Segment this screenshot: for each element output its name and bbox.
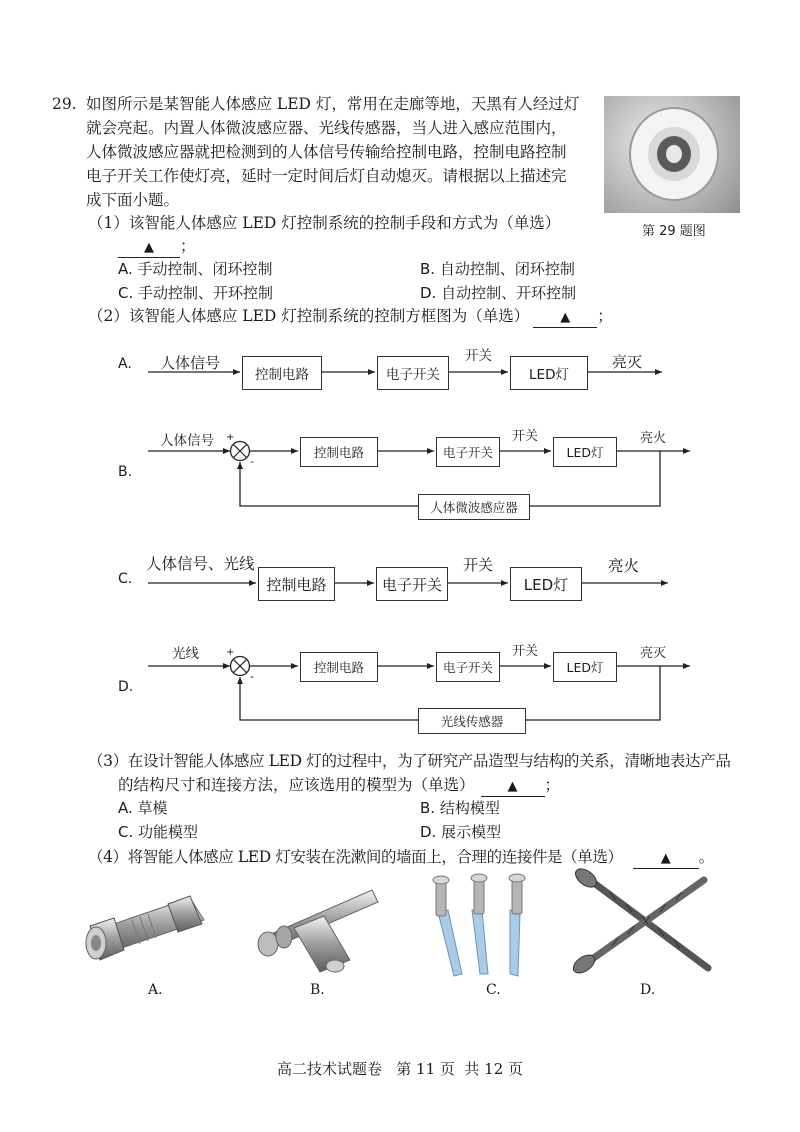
- diagram-a-letter: A.: [118, 356, 132, 372]
- fastener-b-label: B.: [310, 982, 325, 998]
- diagram-a-switch-box: 电子开关: [377, 356, 449, 390]
- figure-caption: 第 29 题图: [642, 224, 706, 239]
- diagram-d-output: 亮灭: [640, 646, 667, 661]
- diagram-b-minus: -: [250, 455, 254, 468]
- diagram-b-letter: B.: [118, 464, 133, 480]
- q3-answer-blank[interactable]: [481, 776, 545, 797]
- diagram-c-letter: C.: [118, 571, 133, 587]
- diagram-a-mid-label: 开关: [465, 348, 492, 364]
- q2-tail: ；: [597, 307, 613, 325]
- diagram-a-controller-box: 控制电路: [242, 356, 322, 390]
- q1-stem: （1）该智能人体感应 LED 灯控制系统的控制手段和方式为（单选）: [88, 214, 561, 232]
- diagram-c-switch-box: 电子开关: [376, 567, 448, 601]
- wall-plug-screw-icon: [428, 872, 552, 978]
- q3-option-b[interactable]: B. 结构模型: [420, 799, 500, 817]
- diagram-d-controller-box: 控制电路: [300, 652, 378, 682]
- diagram-a-input: 人体信号: [160, 354, 221, 372]
- diagram-c-output: 亮火: [608, 557, 640, 575]
- q4-tail: 。: [698, 848, 714, 866]
- diagram-b-led-box: LED灯: [553, 437, 617, 467]
- diagram-d-letter: D.: [118, 679, 134, 695]
- q3-tail: ；: [544, 776, 561, 794]
- fastener-c-image[interactable]: [428, 872, 552, 978]
- diagram-d-input: 光线: [172, 646, 199, 662]
- page-footer: 高二技术试题卷 第 11 页 共 12 页: [276, 1060, 524, 1078]
- stud-bolt-icon: [82, 880, 224, 978]
- diagram-c-led-box: LED灯: [510, 567, 582, 601]
- q3-option-c[interactable]: C. 功能模型: [118, 823, 199, 841]
- intro-line-4: 电子开关工作使灯亮，延时一定时间后灯自动熄灭。请根据以上描述完: [86, 167, 567, 185]
- q3-line-2: [118, 773, 560, 797]
- diagram-d-plus: +: [226, 647, 235, 658]
- q1-option-d[interactable]: D. 自动控制、开环控制: [420, 284, 577, 302]
- diagram-a-output: 亮灭: [612, 353, 643, 371]
- diagram-d-minus: -: [250, 670, 254, 683]
- diagram-c-controller-box: 控制电路: [258, 567, 335, 601]
- fastener-a-image[interactable]: [82, 880, 224, 978]
- diagram-d-switch-box: 电子开关: [436, 652, 500, 682]
- q3-line-2-text: 的结构尺寸和连接方法，应该选用的模型为（单选）: [118, 776, 475, 794]
- q1-answer-mark: ▲: [144, 240, 154, 255]
- diagram-b-input: 人体信号: [160, 433, 214, 449]
- diagram-c-input: 人体信号、光线: [146, 555, 255, 573]
- q1-tail: ；: [180, 237, 196, 255]
- q1-option-a[interactable]: A. 手动控制、闭环控制: [118, 260, 273, 278]
- diagram-b-mid-label: 开关: [512, 429, 539, 444]
- q2-stem-text: （2）该智能人体感应 LED 灯控制系统的控制方框图为（单选）: [88, 307, 530, 325]
- q4-stem-text: （4）将智能人体感应 LED 灯安装在洗漱间的墙面上，合理的连接件是（单选）: [88, 848, 623, 866]
- diagram-d-mid-label: 开关: [512, 644, 539, 659]
- fastener-a-label: A.: [148, 982, 163, 998]
- q2-answer-mark: ▲: [560, 310, 571, 325]
- diagram-c-mid-label: 开关: [463, 556, 494, 574]
- fastener-d-image[interactable]: [570, 866, 720, 982]
- intro-line-3: 人体微波感应器就把检测到的人体信号传输给控制电路，控制电路控制: [86, 143, 567, 161]
- q1-option-c[interactable]: C. 手动控制、开环控制: [118, 284, 274, 302]
- intro-line-5: 成下面小题。: [86, 191, 180, 209]
- intro-line-2: 就会亮起。内置人体微波感应器、光线传感器，当人进入感应范围内，: [86, 119, 567, 137]
- fastener-c-label: C.: [486, 982, 501, 998]
- diagram-b-plus: +: [226, 432, 235, 443]
- q3-option-d[interactable]: D. 展示模型: [420, 823, 502, 841]
- q3-option-a[interactable]: A. 草模: [118, 799, 168, 817]
- diagram-b-feedback-box: 人体微波感应器: [418, 494, 530, 520]
- q4-answer-mark: ▲: [660, 851, 671, 866]
- q1-option-b[interactable]: B. 自动控制、闭环控制: [420, 260, 575, 278]
- expansion-bolt-icon: [254, 878, 384, 974]
- intro-line-1: 如图所示是某智能人体感应 LED 灯，常用在走廊等地，天黑有人经过灯: [86, 95, 580, 113]
- question-number: 29.: [52, 95, 77, 113]
- diagram-d-feedback-box: 光线传感器: [418, 708, 526, 734]
- fastener-d-label: D.: [640, 982, 656, 998]
- self-tapping-screw-icon: [570, 866, 720, 982]
- fastener-b-image[interactable]: [254, 878, 384, 974]
- diagram-d-led-box: LED灯: [553, 652, 617, 682]
- diagram-b-output: 亮火: [640, 431, 667, 446]
- diagram-a-led-box: LED灯: [510, 356, 588, 390]
- q3-answer-mark: ▲: [507, 779, 518, 794]
- diagram-b-switch-box: 电子开关: [436, 437, 500, 467]
- diagram-b-controller-box: 控制电路: [300, 437, 378, 467]
- q3-line-1: （3）在设计智能人体感应 LED 灯的过程中，为了研究产品造型与结构的关系，清晰地表达产品: [88, 752, 731, 770]
